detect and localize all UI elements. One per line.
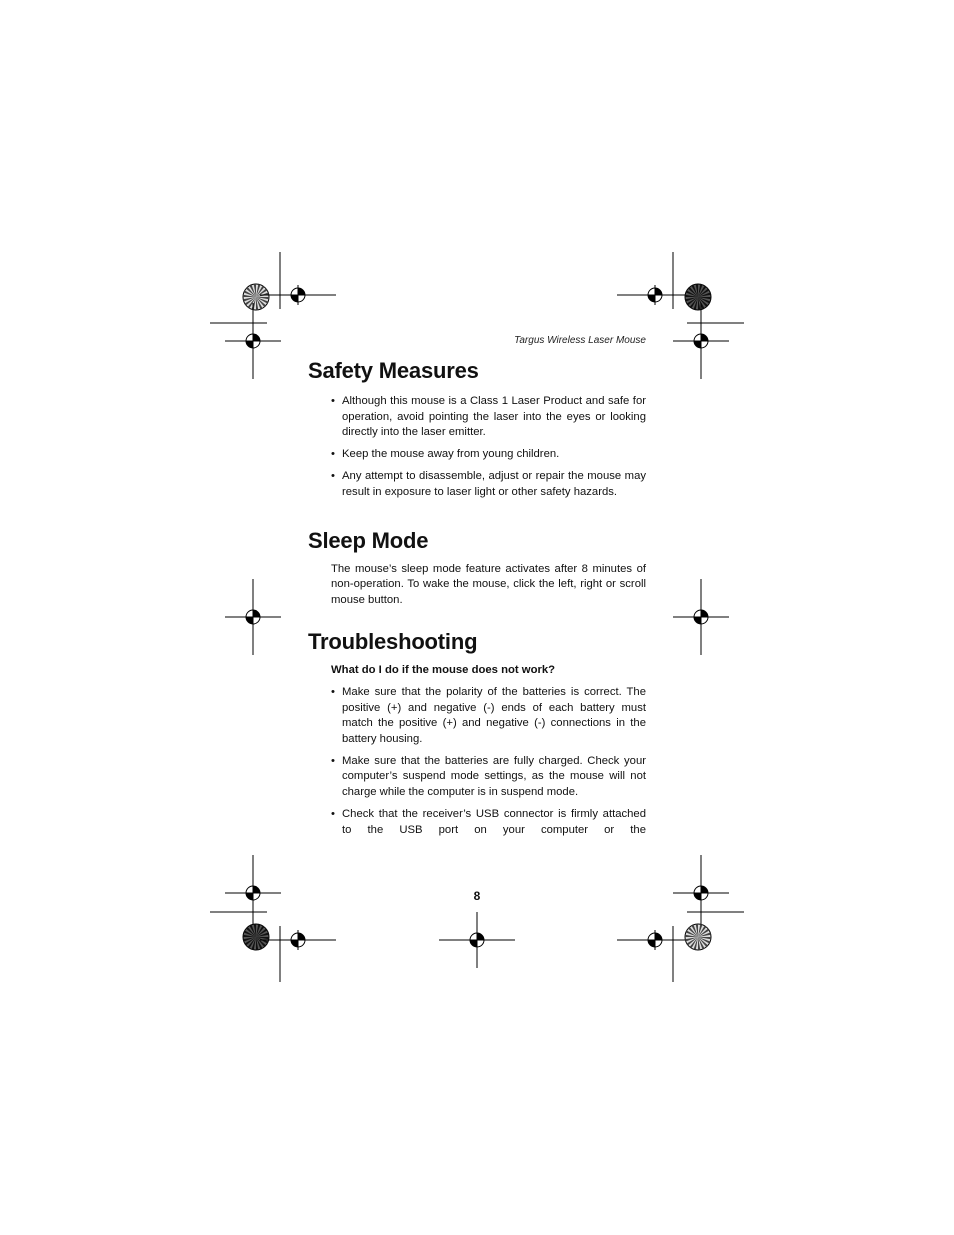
section-title-safety-measures: Safety Measures [308,358,479,383]
registration-target-icon [260,285,336,305]
bullet-glyph: • [331,685,335,698]
sleep-mode-paragraph: The mouse’s sleep mode feature activates after 8 minutes of non-operation. To wake the mouse, click the left, right or scroll mouse button. [331,562,646,606]
registration-target-icon [225,579,281,655]
running-header: Targus Wireless Laser Mouse [514,335,646,346]
registration-target-icon [617,930,693,950]
bullet-glyph: • [331,448,335,461]
page-number: 8 [473,889,481,903]
list-item: • Make sure that the polarity of the batteries is correct. The positive (+) and negative (-) ends of each battery must match the positive (+) and negative (-) connections in the battery housing. [331,685,646,745]
list-item: • Keep the mouse away from young children. [331,447,646,463]
registration-target-icon [260,930,336,950]
bullet-glyph: • [331,470,335,483]
star-target-icon [685,924,711,950]
star-target-icon [243,284,269,310]
list-item: • Although this mouse is a Class 1 Laser Product and safe for operation, avoid pointing the laser into the eyes or looking directly into the laser emitter. [331,395,646,439]
registration-target-icon [673,303,729,379]
bullet-glyph: • [331,395,335,407]
registration-target-icon [439,912,515,968]
registration-target-icon [225,855,281,931]
bullet-glyph: • [331,808,335,821]
star-target-icon [243,924,269,950]
registration-target-icon [673,855,729,931]
registration-target-icon [673,579,729,655]
registration-target-icon [225,303,281,379]
list-item: • Any attempt to disassemble, adjust or repair the mouse may result in exposure to laser light or other safety hazards. [331,470,646,498]
bullet-glyph: • [331,754,335,767]
troubleshooting-question: What do I do if the mouse does not work? [331,664,556,677]
troubleshooting-body [331,663,646,838]
sleep-mode-body [331,562,646,609]
section-title-sleep-mode: Sleep Mode [308,527,429,553]
registration-target-icon [617,285,693,305]
list-item: • Check that the receiver’s USB connector is firmly attached to the USB port on your computer or the [331,808,646,836]
star-target-icon [685,284,711,310]
page-content [308,356,646,845]
safety-bullets [331,394,646,501]
list-item: • Make sure that the batteries are fully charged. Check your computer’s suspend mode settings, as the mouse will not charge while the computer is in suspend mode. [331,754,646,798]
section-title-troubleshooting: Troubleshooting [308,629,478,655]
